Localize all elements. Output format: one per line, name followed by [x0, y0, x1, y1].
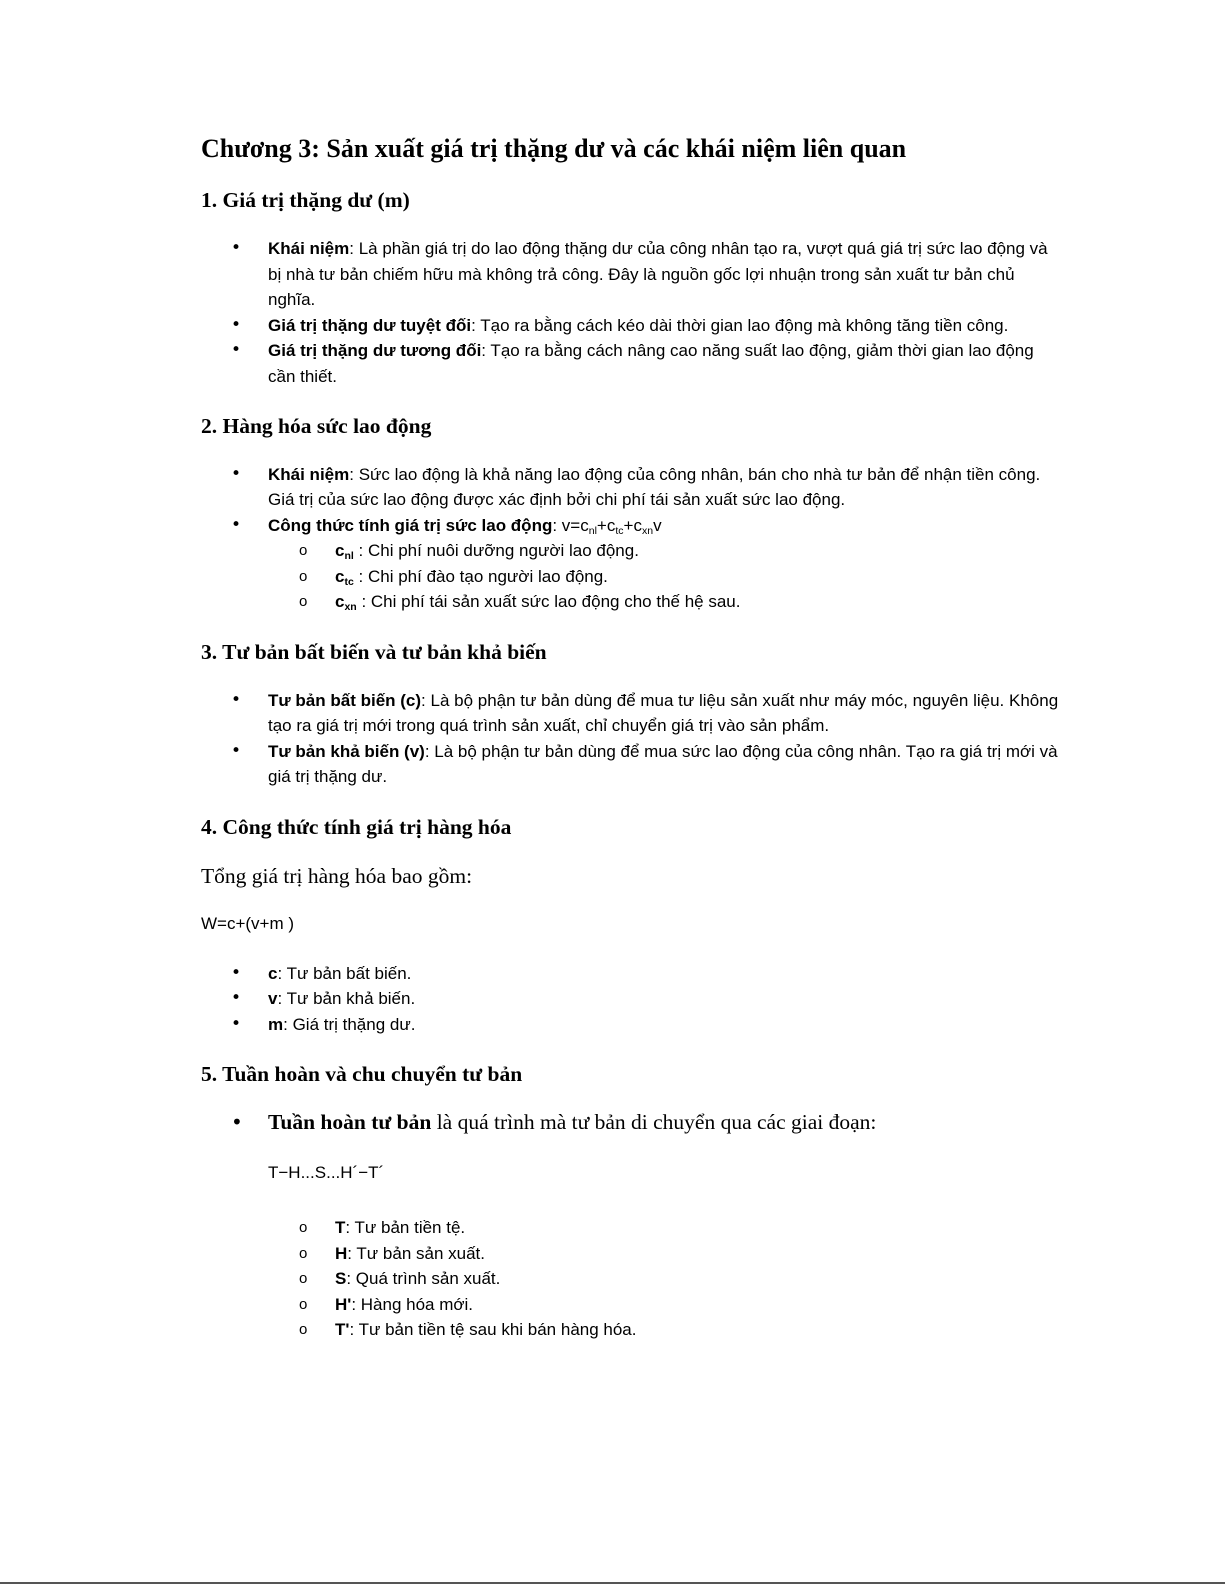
- term: $c_{tc}$: [335, 566, 354, 588]
- list-item: [201, 313, 1061, 339]
- list-item: [201, 688, 1061, 739]
- definition: : Chi phí nuôi dưỡng người lao động.: [353, 541, 639, 561]
- term: v: [268, 989, 278, 1009]
- list-item: [201, 338, 1061, 389]
- definition: : Tư bản tiền tệ sau khi bán hàng hóa.: [349, 1320, 637, 1340]
- definition: : Tạo ra bằng cách kéo dài thời gian lao động mà không tăng tiền công.: [471, 315, 1009, 335]
- term: H': [335, 1294, 352, 1314]
- definition: : Tư bản bất biến.: [277, 963, 412, 983]
- list-item: [201, 739, 1061, 790]
- commodity-value-formula: W=c+(v+m ): [201, 913, 295, 933]
- sub-list-item: [201, 564, 1061, 590]
- list-item: • Công thức tính giá trị sức lao động: $v=c_{nl}+c_{tc}+c_{xn}v$: [201, 513, 1061, 539]
- section-5-list: [201, 1108, 1061, 1136]
- list-item: [201, 236, 1061, 313]
- definition: : Là bộ phận tư bản dùng để mua tư liệu sản xuất như máy móc, nguyên liệu. Không tạo ra giá trị mới trong quá trình sản xuất, chỉ chuyển giá trị vào sản phẩm.: [268, 690, 1059, 736]
- definition: : Là phần giá trị do lao động thặng dư của công nhân tạo ra, vượt quá giá trị sức lao động và bị nhà tư bản chiếm hữu mà không trả công. Đây là nguồn gốc lợi nhuận trong sản xuất tư bản chủ nghĩa.: [268, 239, 1048, 310]
- definition: : Quá trình sản xuất.: [346, 1269, 501, 1289]
- list-item: [201, 462, 1061, 513]
- sub-list-item: [201, 1266, 1061, 1292]
- section-5-sublist: [201, 1215, 1061, 1343]
- labor-value-formula: $v=c_{nl}+c_{tc}+c_{xn}v$: [561, 515, 662, 537]
- section-2-list: [201, 462, 1061, 539]
- list-item: [201, 986, 1061, 1012]
- term: Khái niệm: [268, 239, 350, 259]
- definition: : Chi phí đào tạo người lao động.: [353, 566, 608, 586]
- term: c: [268, 963, 278, 983]
- chapter-title: Chương 3: Sản xuất giá trị thặng dư và các khái niệm liên quan: [201, 134, 907, 163]
- section-5-heading: 5. Tuần hoàn và chu chuyển tư bản: [201, 1062, 523, 1087]
- section-1-list: [201, 236, 1061, 389]
- definition: : Tư bản sản xuất.: [347, 1243, 485, 1263]
- sub-list-item: [201, 1317, 1061, 1343]
- definition: : Hàng hóa mới.: [351, 1294, 474, 1314]
- list-item: [201, 1012, 1061, 1038]
- section-2-heading: 2. Hàng hóa sức lao động: [201, 414, 432, 439]
- section-4-intro: Tổng giá trị hàng hóa bao gồm:: [201, 863, 473, 888]
- list-item: [201, 1108, 1061, 1136]
- term: Giá trị thặng dư tương đối: [268, 341, 482, 361]
- sub-list-item: [201, 538, 1061, 564]
- definition: : Là bộ phận tư bản dùng để mua sức lao động của công nhân. Tạo ra giá trị mới và giá trị thặng dư.: [268, 741, 1058, 787]
- sub-list-item: [201, 1215, 1061, 1241]
- list-item: [201, 961, 1061, 987]
- definition: : Sức lao động là khả năng lao động của công nhân, bán cho nhà tư bản để nhận tiền công. Giá trị của sức lao động được xác định bởi chi phí tái sản xuất sức lao động.: [268, 464, 1041, 510]
- term: S: [335, 1269, 347, 1289]
- definition: : Tư bản tiền tệ.: [345, 1218, 466, 1238]
- document-content: [201, 130, 1061, 1343]
- definition: : Tư bản khả biến.: [277, 989, 416, 1009]
- definition: là quá trình mà tư bản di chuyển qua các giai đoạn:: [431, 1110, 877, 1135]
- term: m: [268, 1014, 284, 1034]
- term: Tư bản khả biến (v): [268, 741, 425, 761]
- term: Khái niệm: [268, 464, 350, 484]
- definition: : Giá trị thặng dư.: [283, 1014, 416, 1034]
- term: Tuần hoàn tư bản: [268, 1110, 432, 1135]
- term: T': [335, 1320, 350, 1340]
- term: $c_{nl}$: [335, 541, 354, 563]
- term: Giá trị thặng dư tuyệt đối: [268, 315, 472, 335]
- term: T: [335, 1218, 346, 1238]
- sub-list-item: [201, 1292, 1061, 1318]
- sub-list-item: [201, 1241, 1061, 1267]
- section-4-heading: 4. Công thức tính giá trị hàng hóa: [201, 814, 512, 839]
- term: Công thức tính giá trị sức lao động: [268, 515, 553, 535]
- term: Tư bản bất biến (c): [268, 690, 422, 710]
- section-2-sublist: [201, 538, 1061, 615]
- definition: : Chi phí tái sản xuất sức lao động cho thế hệ sau.: [356, 592, 741, 612]
- section-3-heading: 3. Tư bản bất biến và tư bản khả biến: [201, 639, 547, 664]
- sub-list-item: [201, 589, 1061, 615]
- section-3-list: [201, 688, 1061, 790]
- term: H: [335, 1243, 348, 1263]
- section-1-heading: 1. Giá trị thặng dư (m): [201, 188, 410, 213]
- section-4-list: [201, 961, 1061, 1038]
- page-bottom-edge: [0, 1582, 1225, 1584]
- term: $c_{xn}$: [335, 592, 357, 614]
- capital-circuit-formula: T−H...S...H´−T´: [268, 1163, 385, 1183]
- definition: : Tạo ra bằng cách nâng cao năng suất lao động, giảm thời gian lao động cần thiết.: [268, 341, 1034, 386]
